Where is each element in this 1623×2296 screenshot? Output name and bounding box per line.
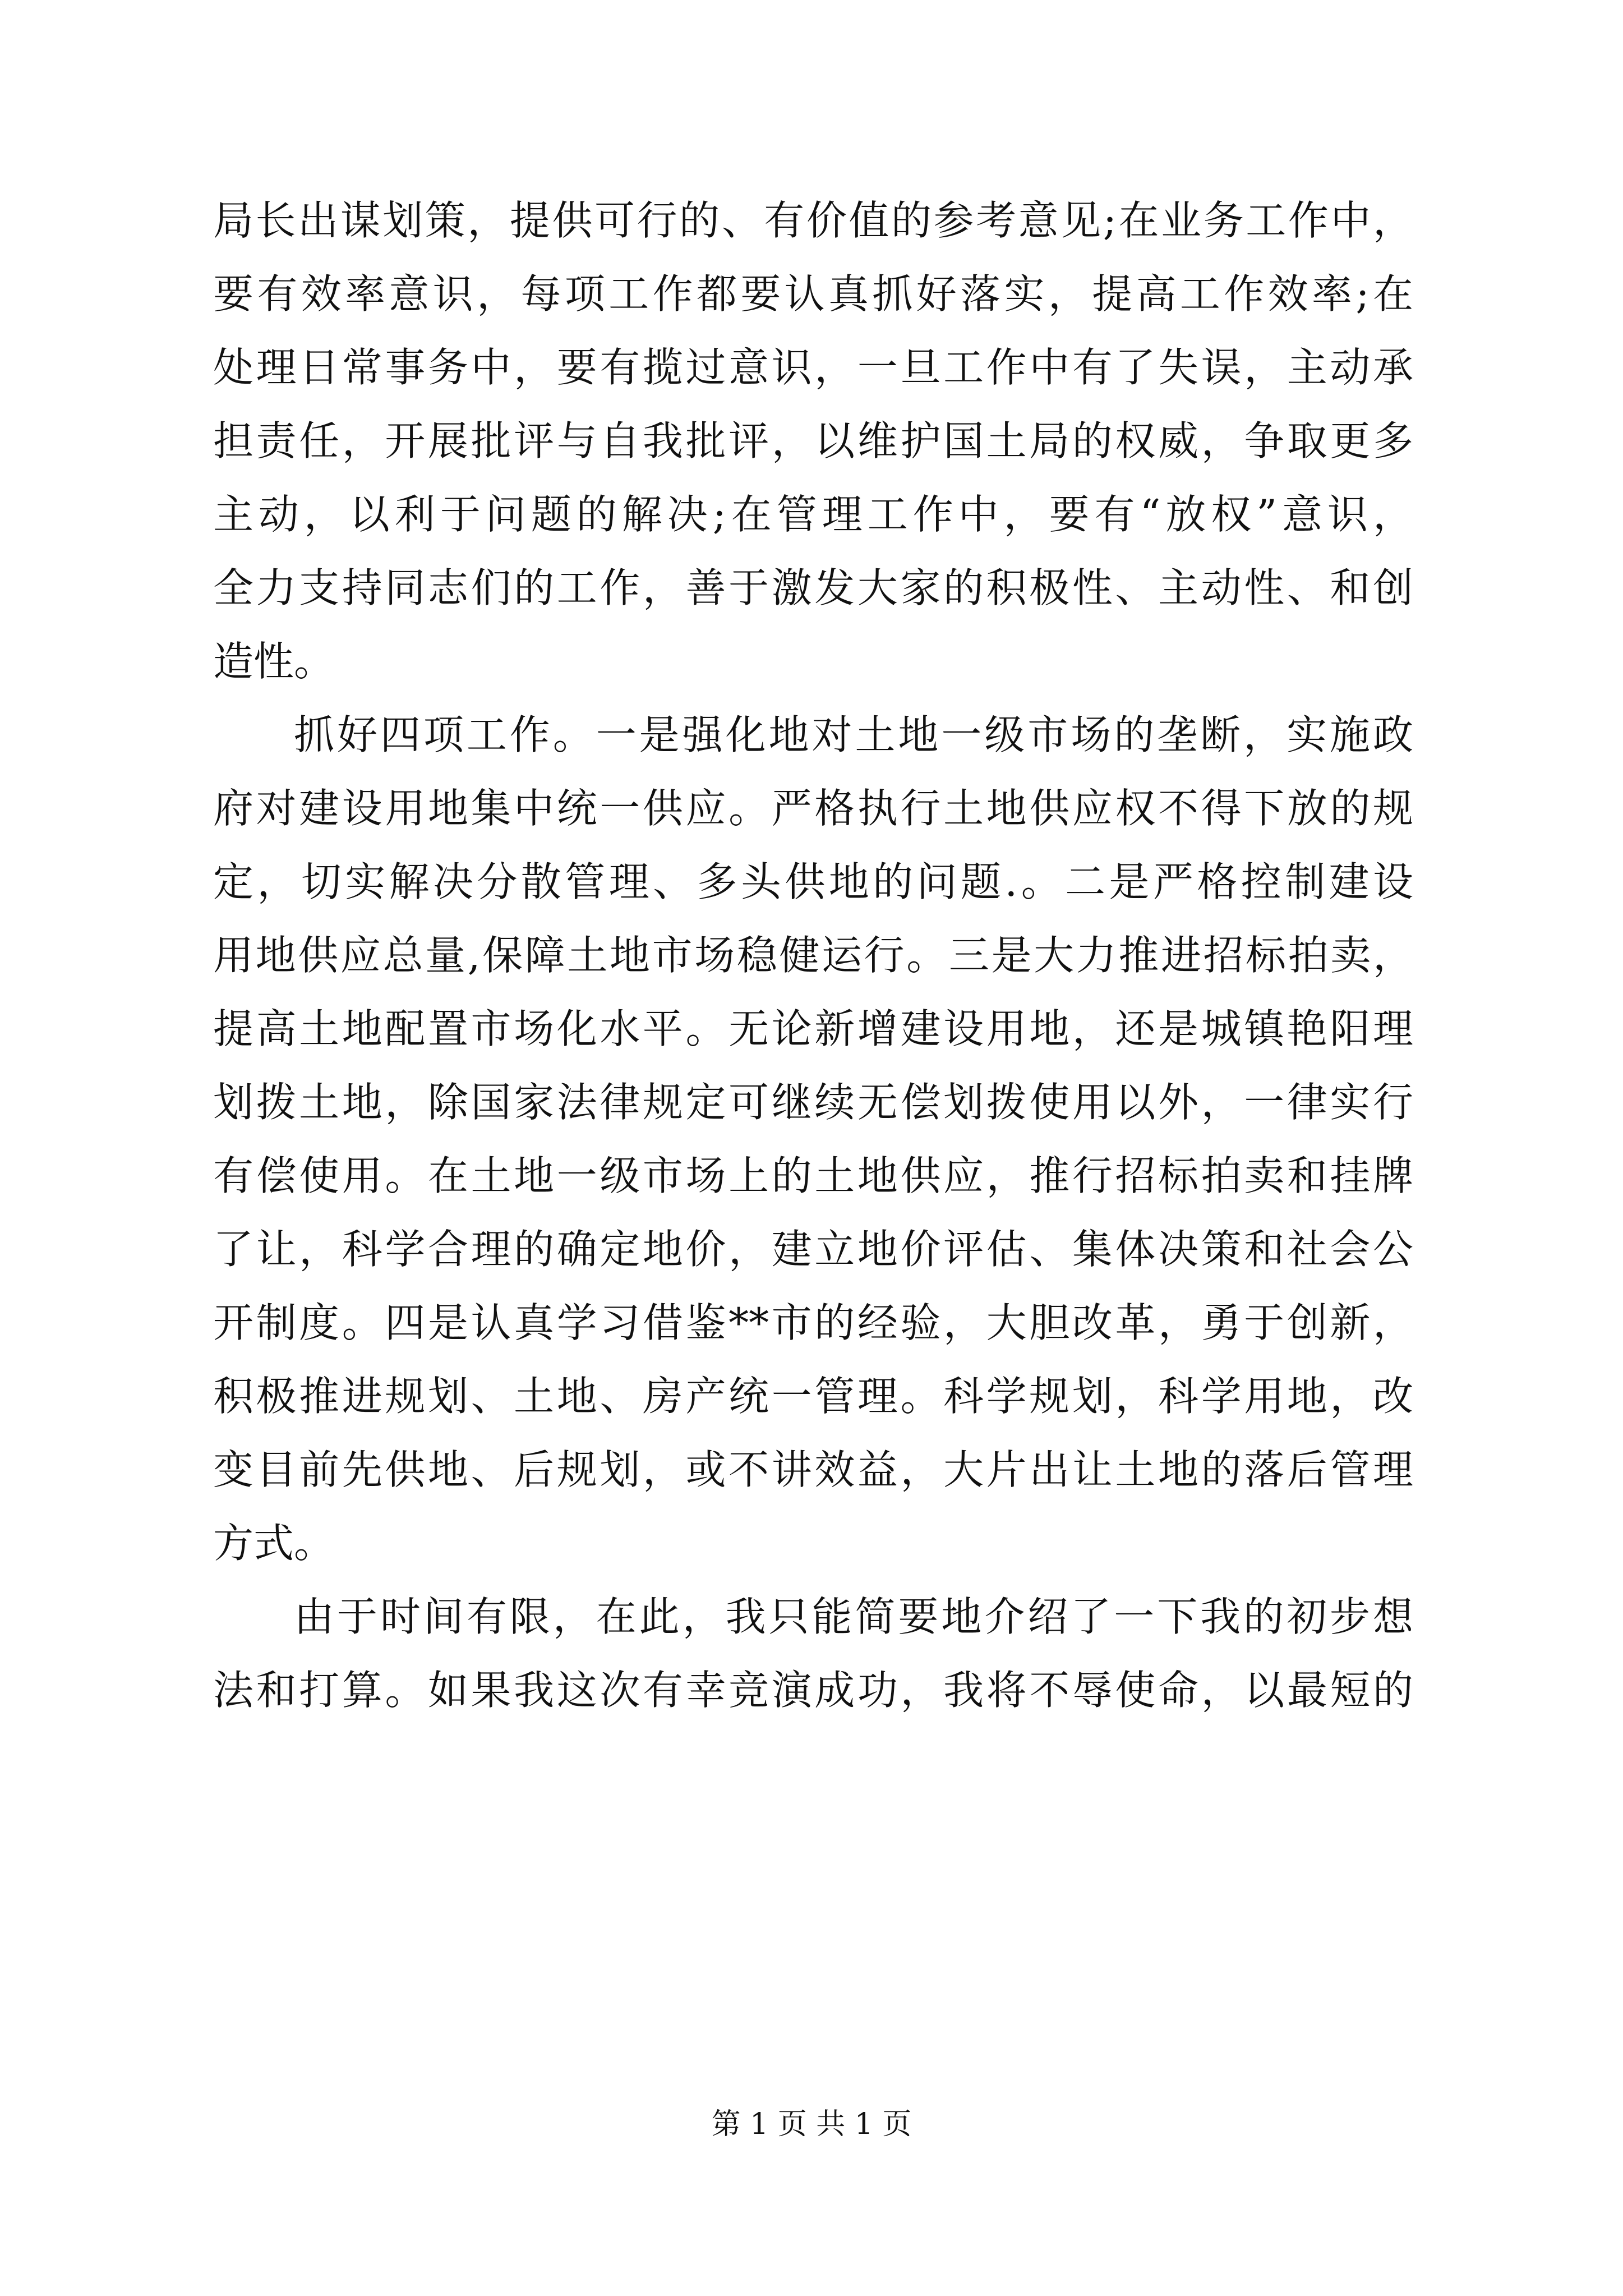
text-line: 担责任，开展批评与自我批评，以维护国土局的权威，争取更多 [213,417,1413,464]
text-line: 有偿使用。在土地一级市场上的土地供应，推行招标拍卖和挂牌 [213,1152,1413,1199]
text-line: 府对建设用地集中统一供应。严格执行土地供应权不得下放的规 [213,785,1413,832]
paragraph-1 [213,184,1413,698]
text-line: 处理日常事务中，要有揽过意识，一旦工作中有了失误，主动承 [213,344,1413,391]
text-line: 方式。 [213,1520,335,1567]
text-line: 划拨土地，除国家法律规定可继续无偿划拨使用以外，一律实行 [213,1079,1413,1126]
page-footer: 第 1 页 共 1 页 [711,2108,912,2141]
text-line: 变目前先供地、后规划，或不讲效益，大片出让土地的落后管理 [213,1446,1413,1493]
body-text [213,184,1413,1727]
text-line: 要有效率意识，每项工作都要认真抓好落实，提高工作效率;在 [213,270,1413,318]
text-line: 法和打算。如果我这次有幸竞演成功，我将不辱使命，以最短的 [213,1667,1413,1714]
text-line: 积极推进规划、土地、房产统一管理。科学规划，科学用地，改 [213,1373,1413,1420]
text-line: 了让，科学合理的确定地价，建立地价评估、集体决策和社会公 [213,1226,1413,1273]
text-line: 局长出谋划策，提供可行的、有价值的参考意见;在业务工作中， [213,197,1413,244]
text-line: 全力支持同志们的工作，善于激发大家的积极性、主动性、和创 [213,564,1413,611]
text-line: 抓好四项工作。一是强化地对土地一级市场的垄断，实施政 [294,711,1413,758]
paragraph-2 [213,698,1413,1580]
text-line: 用地供应总量,保障土地市场稳健运行。三是大力推进招标拍卖， [213,932,1413,979]
text-line: 主动，以利于问题的解决;在管理工作中，要有“放权”意识， [213,491,1413,538]
text-line: 造性。 [213,638,335,685]
text-line: 开制度。四是认真学习借鉴**市的经验，大胆改革，勇于创新， [213,1299,1413,1346]
paragraph-3 [213,1580,1413,1727]
text-line: 定，切实解决分散管理、多头供地的问题.。二是严格控制建设 [213,858,1413,905]
text-line: 由于时间有限，在此，我只能简要地介绍了一下我的初步想 [294,1593,1413,1640]
text-line: 提高土地配置市场化水平。无论新增建设用地，还是城镇艳阳理 [213,1005,1413,1052]
